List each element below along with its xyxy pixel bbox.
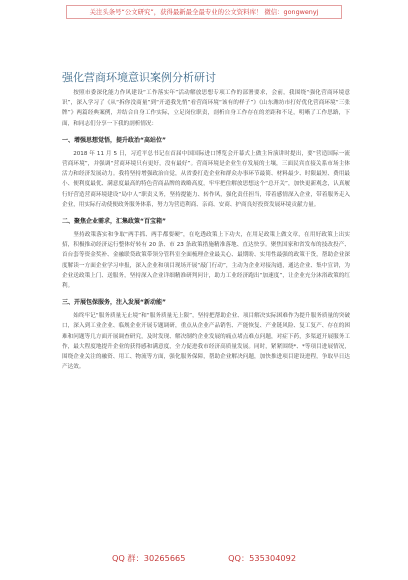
section-heading: 一、增强思想觉悟，提升政治“高站位” bbox=[62, 136, 166, 144]
qq-group-text: QQ 群：30265665 bbox=[111, 553, 186, 563]
document-title: 强化营商环境意识案例分析研讨 bbox=[62, 71, 216, 85]
section-1 bbox=[62, 135, 350, 210]
section-paragraph: 始终牢记“服务质量无止境”和“服务质量无上限”，坚持把帮助企业、项目解决实际困难作为提升服务质量的突破口，深入到工业企业、临规企业开展专题调研，重点从企业产品销售、产能恢复、产业链风险、复工复产、存在的困难和问题等几方面开展调查研究，及时发现、解决制约企业发展的痛点堵点难点问题，对症下药，多渠道开展服务工作，最大程度地提升企业的获得感和满意度，全力促进我市经济高质量发展。同时，紧紧围绕*、*等项目进展情况，围绕企业关注的融资、用工、物流等方面，强化服务保障，帮助企业解决问题，加快推进项目建设进程，争取早日达产达效。 bbox=[62, 313, 350, 371]
qq-contact-text: QQ：535304092 bbox=[228, 553, 297, 563]
section-heading: 二、聚焦企业需求，汇集政策“百宝箱” bbox=[62, 218, 166, 226]
section-3 bbox=[62, 297, 350, 372]
section-2 bbox=[62, 216, 350, 291]
intro-paragraph: 按照市委深化能力作风建设“工作落实年”活动解放思想专项工作的部署要求，会前，我围绕“强化营商环境意识”，深入学习了《从“拆你没商量”到“开道我先悄”看营商环境“该有的样子”》《山东潍坊市打好优化营商环境“三张牌”》两篇经典案例，并结合自身工作实际，立足岗位职责，剖析自身工作存在的差距和不足，明晰了工作思路，下面，和同志们分享一下我的剖析情况： bbox=[62, 90, 350, 127]
section-paragraph: 2018 年 11 月 5 日，习近平总书记在首届中国国际进口博览会开幕式上做主旨演讲时提出，要“营造国际一流营商环境”，并强调“营商环境只有更好，没有最好”。营商环境是企业生存发展的土壤，三面民宾直接关系市场主体活力和经济发展动力。我将坚持增强政治自觉，从省委打造企业和群众办事环节最简、材料最少、时限最短、费用最小、便利度最优、满意度最高的特色营商品牌的战略高度，牢牢把住解放思想这个“总开关”，加快更新观念，认真履行好营造营商环境建设“局中人”职责义务，坚持提能力、转作风，强化责任担当，带着感情深入企业，带着服务走入企业，用实际行动使便政务服务体系，努力为营造利商、亲商、安商、护商良好投资发展环境贡献力量。 bbox=[62, 150, 350, 208]
document-body bbox=[62, 88, 350, 376]
contact-footer bbox=[0, 552, 408, 564]
section-heading: 三、开展包保服务，注入发展“新动能” bbox=[62, 299, 166, 307]
section-paragraph: 坚持政策落实和争取“两手抓、两手都要硬”，在吃透政策上下功夫，在用足政策上做文章，在用好政策上出实招，积极推动经济运行整体好转有 20 条、市 23 条政策措施精准落地、直达快享。聚焦国家和省发布的技改投产、首台套等资金奖补、金融联贷政策带领分管科室全面梳理企业最关心、最期盼、实用性最强的政策干货，帮助企业深度解读一方面企业学习申报，深入企业和项目现场开展“敲门行动”，主动为企业对接沟通，通达企业、集中宣讲，为企业送政策上门、送服务，坚持深入企业详细精准研判问计，助力工业经济跑出“加速度”，让企业充分沐浴政策的红利。 bbox=[62, 232, 350, 290]
promo-banner: 关注头条号“公文研究”，获得最新最全最专业的公文资料库！ 微信：gongwenyj bbox=[66, 5, 342, 19]
